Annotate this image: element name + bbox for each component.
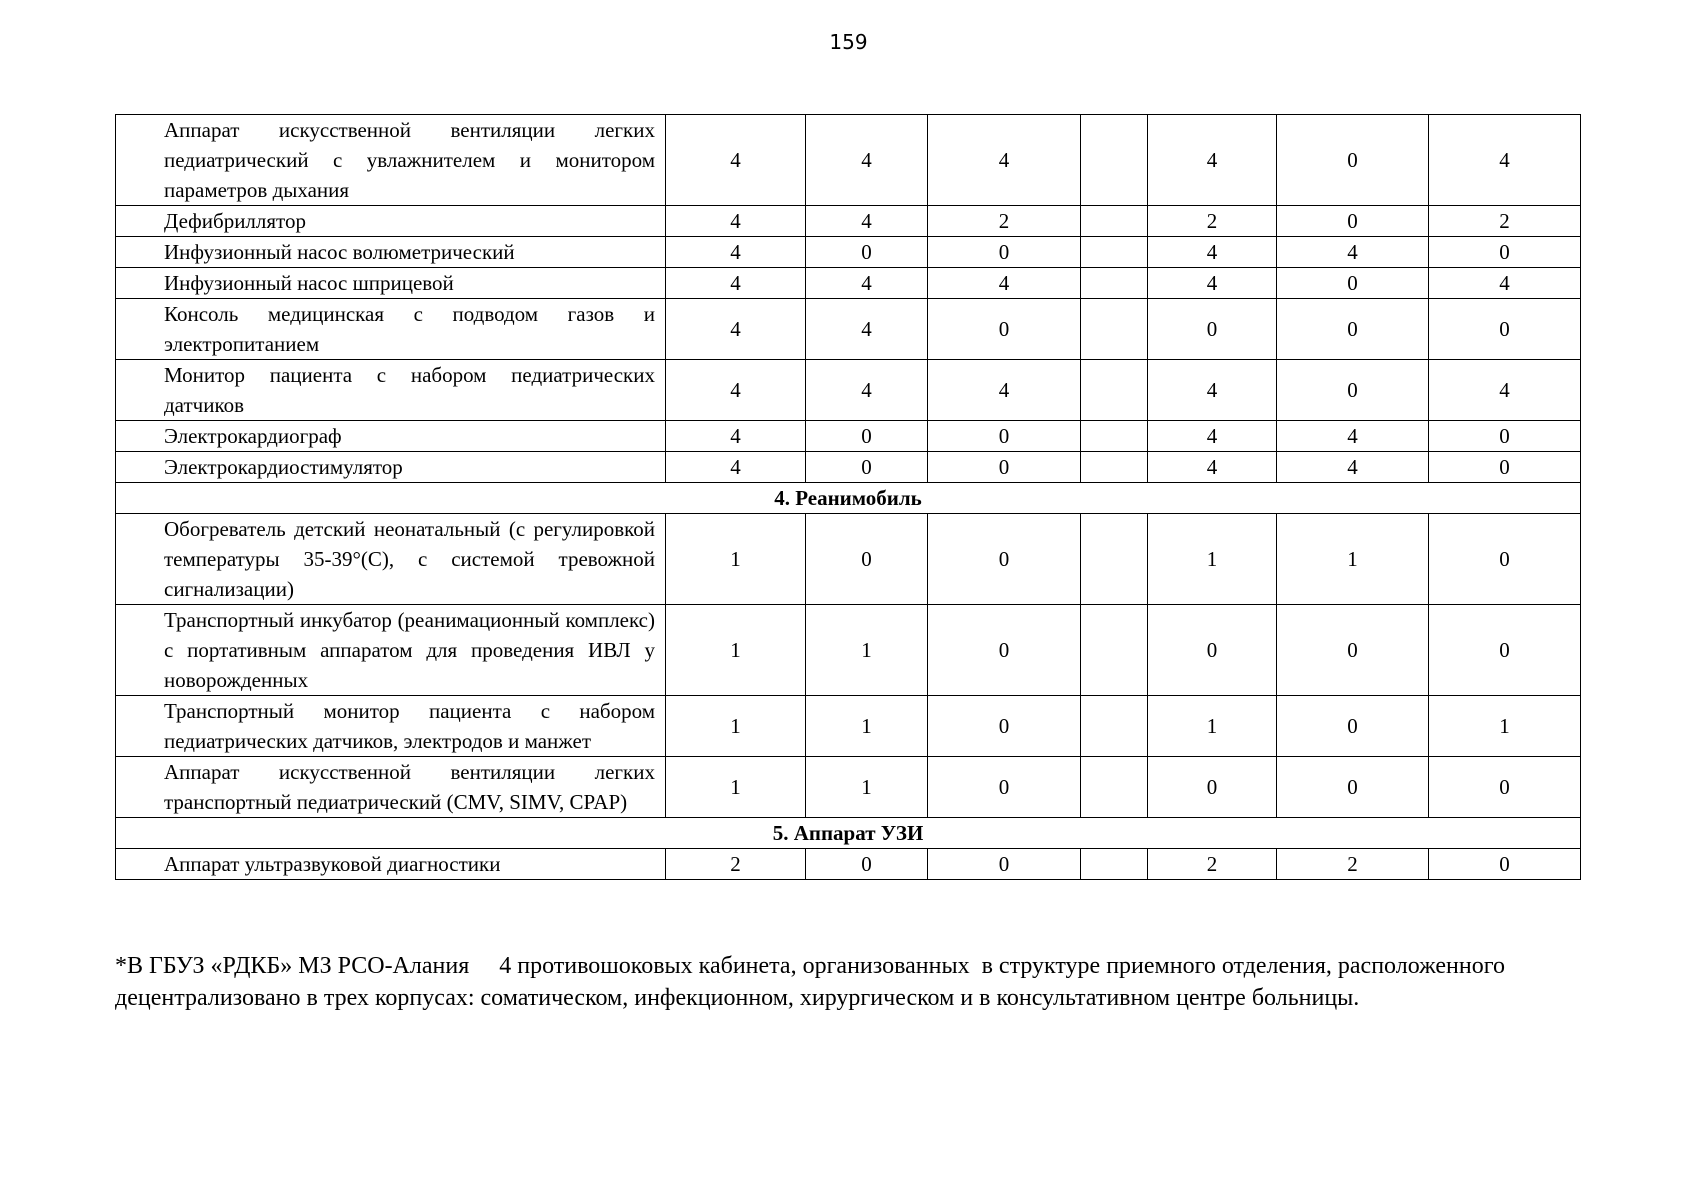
- quantity-cell: 0: [806, 514, 928, 605]
- quantity-cell: 1: [1277, 514, 1429, 605]
- section-row: [116, 483, 1581, 514]
- quantity-cell: [1081, 849, 1148, 880]
- table-row: [116, 514, 1581, 605]
- quantity-cell: [1081, 360, 1148, 421]
- equipment-name: Обогреватель детский неонатальный (с регулировкой температуры 35-39°(С), с системой тревожной сигнализации): [116, 514, 666, 605]
- quantity-cell: 0: [928, 849, 1081, 880]
- quantity-cell: 2: [1277, 849, 1429, 880]
- quantity-cell: 0: [1429, 514, 1581, 605]
- section-title: 4. Реанимобиль: [116, 483, 1581, 514]
- section-title: 5. Аппарат УЗИ: [116, 818, 1581, 849]
- quantity-cell: 4: [666, 299, 806, 360]
- equipment-table-body: [116, 115, 1581, 880]
- quantity-cell: 0: [806, 237, 928, 268]
- quantity-cell: 2: [928, 206, 1081, 237]
- quantity-cell: 0: [928, 514, 1081, 605]
- quantity-cell: 0: [806, 421, 928, 452]
- quantity-cell: 0: [1429, 849, 1581, 880]
- quantity-cell: 1: [806, 757, 928, 818]
- quantity-cell: 4: [806, 268, 928, 299]
- quantity-cell: 1: [1148, 514, 1277, 605]
- quantity-cell: 4: [666, 268, 806, 299]
- quantity-cell: 4: [1148, 360, 1277, 421]
- equipment-name: Дефибриллятор: [116, 206, 666, 237]
- quantity-cell: 1: [666, 757, 806, 818]
- equipment-name: Транспортный монитор пациента с набором педиатрических датчиков, электродов и манжет: [116, 696, 666, 757]
- table-row: [116, 299, 1581, 360]
- equipment-table: [115, 114, 1581, 880]
- quantity-cell: 4: [666, 115, 806, 206]
- quantity-cell: 4: [1429, 268, 1581, 299]
- quantity-cell: 4: [666, 421, 806, 452]
- quantity-cell: 4: [666, 452, 806, 483]
- quantity-cell: 4: [666, 206, 806, 237]
- equipment-name: Инфузионный насос шприцевой: [116, 268, 666, 299]
- quantity-cell: 0: [1277, 115, 1429, 206]
- quantity-cell: 4: [1277, 452, 1429, 483]
- quantity-cell: 4: [1277, 237, 1429, 268]
- table-row: [116, 452, 1581, 483]
- quantity-cell: 4: [1429, 115, 1581, 206]
- quantity-cell: 0: [806, 849, 928, 880]
- quantity-cell: 0: [928, 452, 1081, 483]
- quantity-cell: 4: [806, 299, 928, 360]
- quantity-cell: 1: [806, 605, 928, 696]
- quantity-cell: [1081, 696, 1148, 757]
- equipment-name: Транспортный инкубатор (реанимационный комплекс) с портативным аппаратом для проведения ИВЛ у новорожденных: [116, 605, 666, 696]
- quantity-cell: 2: [666, 849, 806, 880]
- quantity-cell: 4: [928, 268, 1081, 299]
- quantity-cell: [1081, 206, 1148, 237]
- quantity-cell: 4: [1148, 268, 1277, 299]
- quantity-cell: [1081, 421, 1148, 452]
- quantity-cell: 4: [1277, 421, 1429, 452]
- quantity-cell: 1: [1429, 696, 1581, 757]
- quantity-cell: 0: [928, 421, 1081, 452]
- table-row: [116, 237, 1581, 268]
- quantity-cell: 1: [1148, 696, 1277, 757]
- quantity-cell: 0: [1277, 206, 1429, 237]
- quantity-cell: [1081, 514, 1148, 605]
- quantity-cell: 0: [806, 452, 928, 483]
- quantity-cell: 4: [806, 360, 928, 421]
- equipment-name: Аппарат ультразвуковой диагностики: [116, 849, 666, 880]
- page-number: 159: [829, 30, 868, 54]
- equipment-name: Электрокардиограф: [116, 421, 666, 452]
- quantity-cell: 0: [1429, 237, 1581, 268]
- equipment-name: Аппарат искусственной вентиляции легких транспортный педиатрический (CMV, SIMV, CPAP): [116, 757, 666, 818]
- quantity-cell: 0: [928, 696, 1081, 757]
- quantity-cell: 0: [928, 237, 1081, 268]
- footnote: *В ГБУЗ «РДКБ» МЗ РСО-Алания 4 противошоковых кабинета, организованных в структуре приемного отделения, расположенного децентрализовано в трех корпусах: соматическом, инфекционном, хирургическом и в консультативном центре больницы.: [115, 953, 1511, 1011]
- quantity-cell: [1081, 237, 1148, 268]
- quantity-cell: 0: [1429, 421, 1581, 452]
- quantity-cell: 4: [1148, 237, 1277, 268]
- quantity-cell: 2: [1148, 849, 1277, 880]
- quantity-cell: 0: [1429, 452, 1581, 483]
- quantity-cell: [1081, 757, 1148, 818]
- quantity-cell: 0: [1277, 268, 1429, 299]
- quantity-cell: 0: [1277, 696, 1429, 757]
- equipment-name: Аппарат искусственной вентиляции легких педиатрический с увлажнителем и монитором параметров дыхания: [116, 115, 666, 206]
- quantity-cell: 4: [806, 115, 928, 206]
- table-row: [116, 421, 1581, 452]
- quantity-cell: 1: [666, 696, 806, 757]
- quantity-cell: [1081, 452, 1148, 483]
- quantity-cell: 4: [928, 115, 1081, 206]
- quantity-cell: 0: [1277, 605, 1429, 696]
- table-row: [116, 849, 1581, 880]
- quantity-cell: 1: [666, 605, 806, 696]
- section-row: [116, 818, 1581, 849]
- quantity-cell: 0: [1277, 360, 1429, 421]
- table-row: [116, 757, 1581, 818]
- quantity-cell: 4: [1429, 360, 1581, 421]
- equipment-name: Электрокардиостимулятор: [116, 452, 666, 483]
- quantity-cell: [1081, 115, 1148, 206]
- quantity-cell: 4: [666, 360, 806, 421]
- quantity-cell: 0: [1429, 605, 1581, 696]
- quantity-cell: 0: [1429, 299, 1581, 360]
- table-row: [116, 360, 1581, 421]
- equipment-name: Консоль медицинская с подводом газов и электропитанием: [116, 299, 666, 360]
- quantity-cell: 2: [1429, 206, 1581, 237]
- quantity-cell: 0: [928, 299, 1081, 360]
- equipment-name: Инфузионный насос волюметрический: [116, 237, 666, 268]
- quantity-cell: 4: [928, 360, 1081, 421]
- table-row: [116, 696, 1581, 757]
- quantity-cell: 0: [1148, 757, 1277, 818]
- quantity-cell: 2: [1148, 206, 1277, 237]
- quantity-cell: 4: [1148, 452, 1277, 483]
- quantity-cell: [1081, 268, 1148, 299]
- equipment-name: Монитор пациента с набором педиатрических датчиков: [116, 360, 666, 421]
- quantity-cell: 0: [1277, 299, 1429, 360]
- table-row: [116, 268, 1581, 299]
- quantity-cell: 0: [1148, 299, 1277, 360]
- quantity-cell: 0: [928, 757, 1081, 818]
- quantity-cell: 1: [666, 514, 806, 605]
- quantity-cell: 0: [1277, 757, 1429, 818]
- table-row: [116, 605, 1581, 696]
- quantity-cell: [1081, 299, 1148, 360]
- quantity-cell: 4: [1148, 421, 1277, 452]
- quantity-cell: 4: [666, 237, 806, 268]
- table-row: [116, 115, 1581, 206]
- quantity-cell: 4: [1148, 115, 1277, 206]
- quantity-cell: 0: [928, 605, 1081, 696]
- quantity-cell: 4: [806, 206, 928, 237]
- quantity-cell: 1: [806, 696, 928, 757]
- table-row: [116, 206, 1581, 237]
- quantity-cell: [1081, 605, 1148, 696]
- quantity-cell: 0: [1148, 605, 1277, 696]
- quantity-cell: 0: [1429, 757, 1581, 818]
